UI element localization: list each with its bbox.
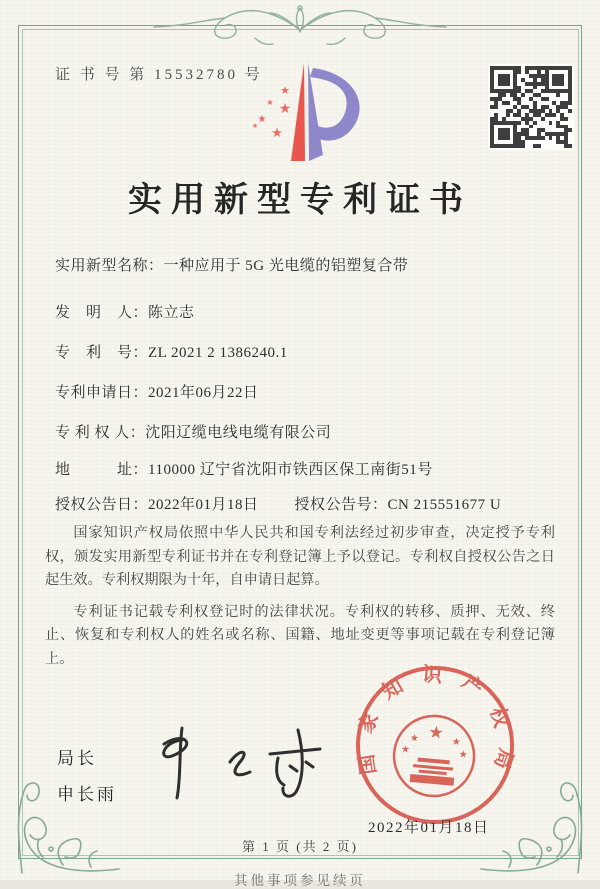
field-row-filing-date	[55, 383, 555, 403]
field-label: 专 利 权 人：	[55, 425, 146, 441]
field-row-patentee	[55, 423, 555, 443]
svg-text:★: ★	[427, 722, 445, 744]
seal-org-text: 国家知识产权局	[353, 663, 518, 789]
logo-star-icon: ★	[280, 84, 290, 97]
field-row-inventor	[55, 303, 555, 323]
svg-text:★: ★	[451, 736, 462, 749]
field-label: 专 利 号：	[55, 345, 149, 361]
official-name: 申长雨	[57, 785, 117, 804]
field-row-grant	[55, 495, 555, 515]
cnipa-logo	[243, 58, 377, 168]
logo-star-icon: ★	[271, 126, 283, 141]
field-value: 2021年06月22日	[148, 385, 259, 401]
cnipa-seal	[350, 660, 520, 830]
official-title: 局长	[57, 749, 97, 768]
svg-text:★: ★	[400, 744, 411, 756]
field-value: CN 215551677 U	[387, 497, 502, 513]
director-signature	[148, 720, 338, 808]
official-block	[57, 744, 117, 816]
field-row-address	[55, 460, 555, 480]
field-row-patent-no	[55, 343, 555, 363]
field-label: 实用新型名称：	[55, 258, 164, 274]
field-value: 2022年01月18日	[148, 497, 259, 513]
field-label: 授权公告号：	[294, 497, 388, 513]
top-border-ornament	[150, 2, 450, 48]
logo-star-icon: ★	[266, 98, 274, 107]
logo-star-icon: ★	[257, 114, 267, 125]
page-number: 第 1 页 (共 2 页)	[242, 839, 358, 854]
field-value: ZL 2021 2 1386240.1	[148, 345, 288, 361]
seal-date: 2022年01月18日	[368, 820, 490, 836]
field-value: 沈阳辽缆电线电缆有限公司	[145, 425, 332, 441]
logo-star-icon: ★	[251, 122, 259, 130]
field-label: 发 明 人：	[55, 305, 149, 321]
field-value: 一种应用于 5G 光电缆的铝塑复合带	[163, 258, 409, 274]
logo-star-icon: ★	[278, 101, 292, 117]
certificate-number: 证 书 号 第 15532780 号	[55, 67, 263, 83]
national-emblem-icon	[391, 713, 478, 800]
field-label: 地 址：	[55, 462, 149, 478]
field-value: 陈立志	[148, 305, 195, 321]
field-value: 110000 辽宁省沈阳市铁西区保工南街51号	[148, 462, 433, 478]
field-label: 授权公告日：	[55, 497, 149, 513]
certificate-fields	[55, 256, 555, 535]
grant-number-pair	[295, 497, 502, 513]
svg-text:★: ★	[409, 732, 420, 745]
qr-code	[488, 64, 574, 150]
body-paragraph-2: 专利证书记载专利权登记时的法律状况。专利权的转移、质押、无效、终止、恢复和专利权人的姓名或名称、国籍、地址变更等事项记载在专利登记簿上。	[45, 603, 555, 667]
field-row-name	[55, 256, 555, 276]
continuation-note: 其他事项参见续页	[234, 873, 366, 888]
field-label: 专利申请日：	[55, 385, 149, 401]
body-paragraph-1: 国家知识产权局依照中华人民共和国专利法经过初步审查，决定授予专利权，颁发实用新型专利证书并在专利登记簿上予以登记。专利权自授权公告之日起生效。专利权期限为十年，自申请日起算。	[45, 525, 555, 588]
certificate-title: 实用新型专利证书	[128, 182, 472, 219]
svg-text:★: ★	[458, 749, 469, 761]
certificate-body	[45, 522, 555, 679]
